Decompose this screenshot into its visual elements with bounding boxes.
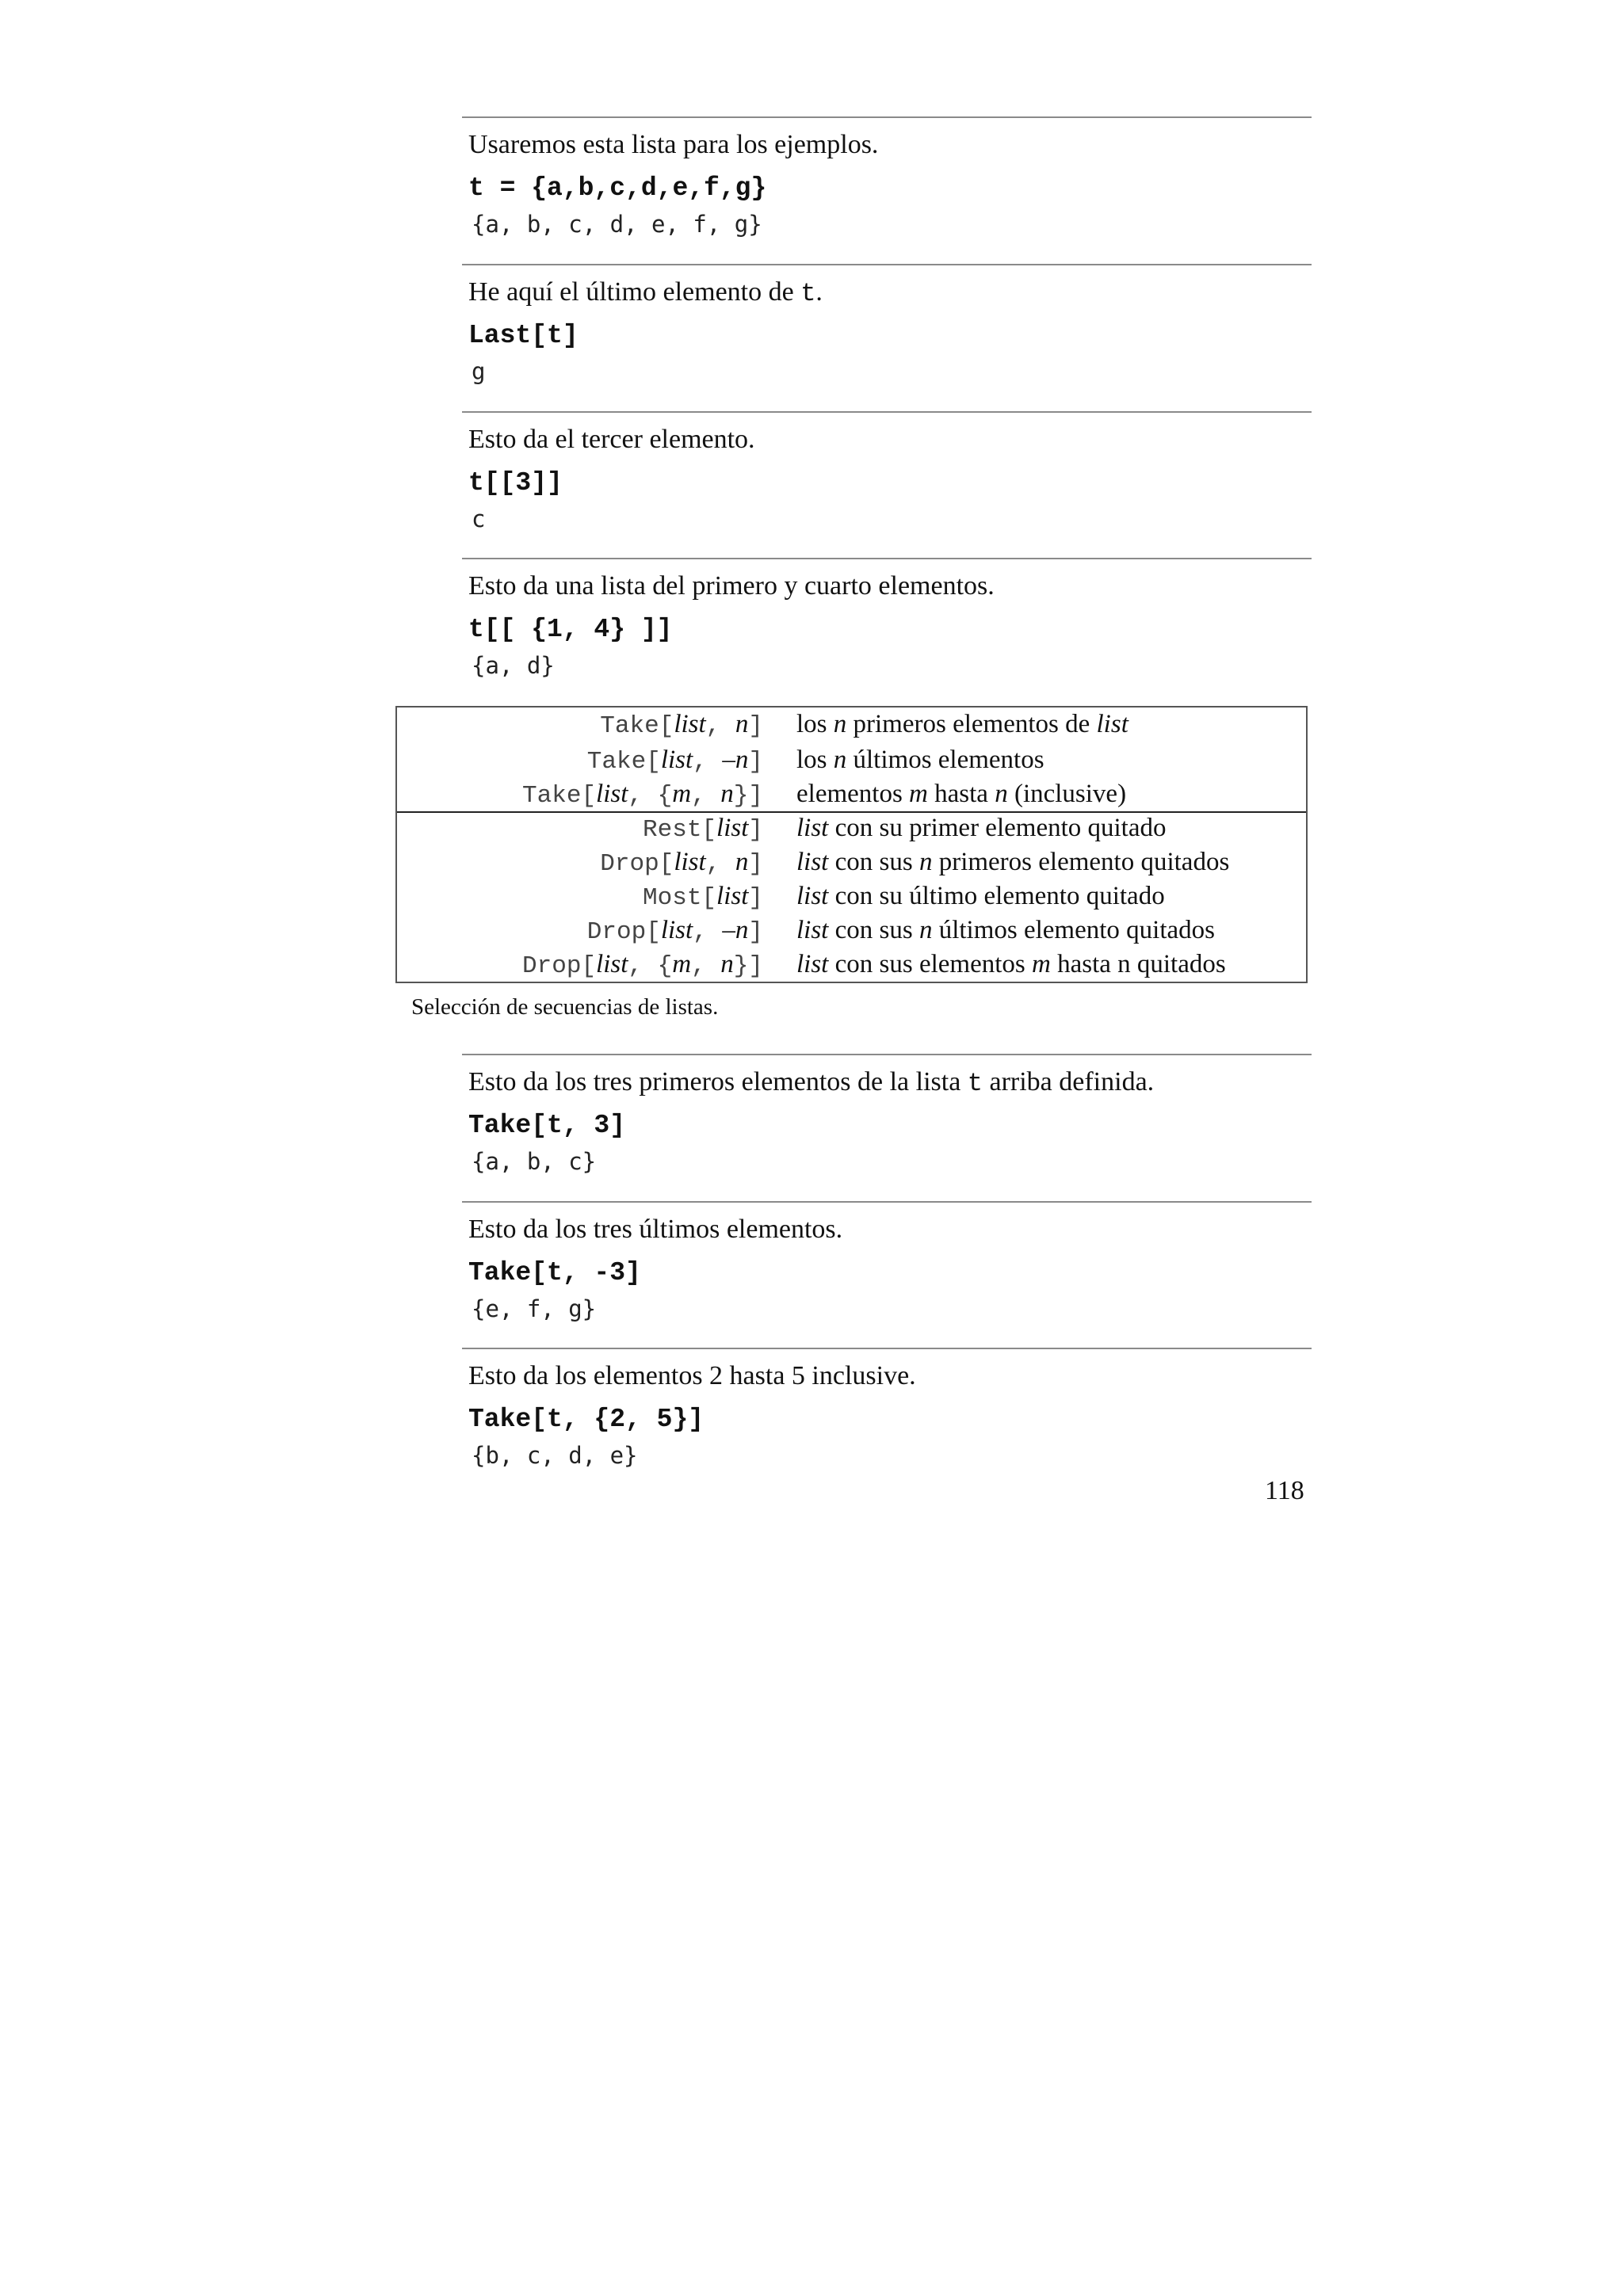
example-cell-7 bbox=[462, 1348, 1312, 1469]
function-signature: Drop[list, n] bbox=[600, 848, 763, 878]
example-output: {a, d} bbox=[472, 652, 555, 679]
page-number: 118 bbox=[1265, 1476, 1304, 1505]
table-row bbox=[395, 811, 1308, 845]
table-row bbox=[395, 743, 1308, 776]
example-output: g bbox=[472, 358, 486, 385]
table-row bbox=[395, 913, 1308, 947]
example-input: t[[3]] bbox=[468, 468, 563, 498]
example-input: Take[t, 3] bbox=[468, 1111, 626, 1140]
example-input: Take[t, -3] bbox=[468, 1258, 641, 1287]
table-row bbox=[395, 777, 1308, 810]
function-description: list con sus n últimos elemento quitados bbox=[796, 916, 1215, 944]
example-input: t[[ {1, 4} ]] bbox=[468, 615, 673, 644]
example-cell-4 bbox=[462, 558, 1312, 679]
inline-code: t bbox=[800, 279, 816, 308]
example-cell-2 bbox=[462, 264, 1312, 385]
example-cell-6 bbox=[462, 1201, 1312, 1322]
example-description: Esto da el tercer elemento. bbox=[468, 425, 755, 454]
table-row bbox=[395, 879, 1308, 913]
example-input: Last[t] bbox=[468, 321, 579, 350]
function-description: list con sus n primeros elemento quitados bbox=[796, 848, 1230, 876]
function-signature: Most[list] bbox=[643, 882, 763, 912]
function-description: list con su primer elemento quitado bbox=[796, 814, 1167, 842]
function-description: elementos m hasta n (inclusive) bbox=[796, 780, 1127, 808]
example-description: Esto da los tres primeros elementos de la lista t arriba definida. bbox=[468, 1067, 1155, 1098]
example-description: Usaremos esta lista para los ejemplos. bbox=[468, 130, 879, 159]
example-output: {e, f, g} bbox=[472, 1295, 597, 1322]
example-description: Esto da una lista del primero y cuarto elementos. bbox=[468, 571, 995, 601]
inline-code: t bbox=[967, 1069, 983, 1098]
example-cell-3 bbox=[462, 411, 1312, 532]
example-cell-1 bbox=[462, 116, 1312, 238]
example-description: He aquí el último elemento de t. bbox=[468, 277, 823, 308]
table-row bbox=[395, 845, 1308, 879]
function-signature: Drop[list, –n] bbox=[586, 916, 763, 946]
function-signature: Take[list, {m, n}] bbox=[522, 780, 763, 810]
table-caption: Selección de secuencias de listas. bbox=[411, 994, 719, 1020]
table-row bbox=[395, 948, 1308, 981]
function-signature: Take[list, –n] bbox=[586, 746, 763, 776]
function-description: list con sus elementos m hasta n quitados bbox=[796, 950, 1226, 978]
example-output: {a, b, c} bbox=[472, 1148, 597, 1175]
example-output: {a, b, c, d, e, f, g} bbox=[472, 211, 762, 238]
function-signature: Rest[list] bbox=[643, 814, 763, 844]
example-output: c bbox=[472, 505, 486, 532]
function-description: list con su último elemento quitado bbox=[796, 882, 1165, 910]
function-signature: Take[list, n] bbox=[600, 710, 763, 740]
example-description: Esto da los tres últimos elementos. bbox=[468, 1215, 843, 1244]
example-cell-5 bbox=[462, 1054, 1312, 1175]
example-output: {b, c, d, e} bbox=[472, 1442, 638, 1469]
function-description: los n primeros elementos de list bbox=[796, 710, 1128, 738]
function-description: los n últimos elementos bbox=[796, 746, 1044, 774]
table-row bbox=[395, 707, 1308, 741]
example-input: Take[t, {2, 5}] bbox=[468, 1405, 705, 1434]
function-signature: Drop[list, {m, n}] bbox=[522, 950, 763, 980]
example-input: t = {a,b,c,d,e,f,g} bbox=[468, 174, 767, 203]
example-description: Esto da los elementos 2 hasta 5 inclusive. bbox=[468, 1361, 916, 1390]
